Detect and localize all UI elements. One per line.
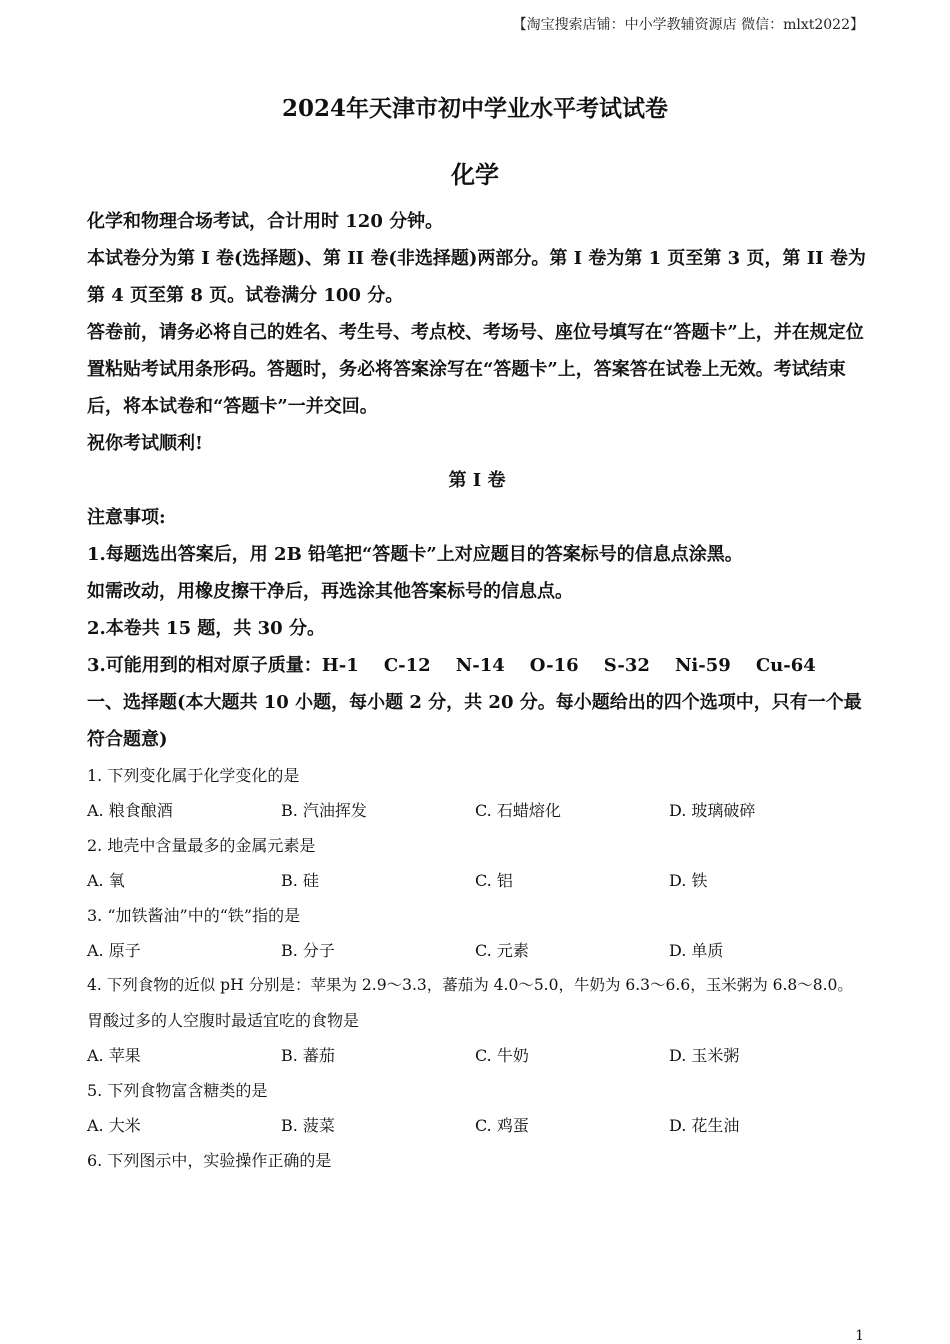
option-row — [87, 933, 867, 968]
option-c: C. 石蜡熔化 — [475, 801, 561, 820]
page-number: 1 — [855, 1328, 864, 1344]
intro-line-1: 化学和物理合场考试，合计用时 120 分钟。 — [87, 211, 444, 232]
question-1 — [87, 758, 867, 828]
notes-heading: 注意事项: — [87, 507, 166, 528]
option-d: D. 玉米粥 — [669, 1046, 740, 1065]
option-a: A. 苹果 — [87, 1046, 141, 1065]
question-stem-continued: 胃酸过多的人空腹时最适宜吃的食物是 — [87, 1011, 360, 1030]
section-label: 第 I 卷 — [448, 470, 506, 491]
question-stem: 4. 下列食物的近似 pH 分别是：苹果为 2.9～3.3，蕃茄为 4.0～5.0，牛奶为 6.3～6.6，玉米粥为 6.8～8.0。 — [87, 976, 853, 994]
note-1b: 如需改动，用橡皮擦干净后，再选涂其他答案标号的信息点。 — [87, 581, 573, 602]
option-b: B. 汽油挥发 — [281, 801, 367, 820]
intro-line-2: 本试卷分为第 I 卷(选择题)、第 II 卷(非选择题)两部分。第 I 卷为第 1 页至第 3 页，第 II 卷为第 4 页至第 8 页。试卷满分 100 分。 — [87, 248, 866, 306]
option-d: D. 铁 — [669, 871, 708, 890]
header-note: 【淘宝搜索店铺：中小学教辅资源店 微信：mlxt2022】 — [512, 17, 864, 33]
option-b: B. 菠菜 — [281, 1116, 335, 1135]
option-d: D. 花生油 — [669, 1116, 740, 1135]
option-b: B. 分子 — [281, 941, 335, 960]
option-a: A. 粮食酿酒 — [87, 801, 173, 820]
option-c: C. 铝 — [475, 871, 513, 890]
intro-line-3: 答卷前，请务必将自己的姓名、考生号、考点校、考场号、座位号填写在“答题卡”上，并在规定位置粘贴考试用条形码。答题时，务必将答案涂写在“答题卡”上，答案答在试卷上无效。考试结束后，将本试卷和“答题卡”一并交回。 — [87, 322, 864, 417]
note-2: 2.本卷共 15 题，共 30 分。 — [87, 618, 325, 639]
question-5 — [87, 1073, 867, 1143]
question-6 — [87, 1143, 867, 1178]
option-c: C. 牛奶 — [475, 1046, 529, 1065]
intro-line-4: 祝你考试顺利! — [87, 433, 203, 454]
question-stem: 3. “加铁酱油”中的“铁”指的是 — [87, 906, 301, 925]
exam-content — [87, 203, 867, 1178]
option-a: A. 氧 — [87, 871, 125, 890]
option-row — [87, 1038, 867, 1073]
option-a: A. 大米 — [87, 1116, 141, 1135]
option-row — [87, 1108, 867, 1143]
question-3 — [87, 898, 867, 968]
question-stem: 5. 下列食物富含糖类的是 — [87, 1081, 268, 1100]
option-row — [87, 793, 867, 828]
option-d: D. 玻璃破碎 — [669, 801, 756, 820]
subject-title: 化学 — [451, 160, 499, 189]
option-d: D. 单质 — [669, 941, 724, 960]
question-stem: 6. 下列图示中，实验操作正确的是 — [87, 1151, 332, 1170]
question-stem: 1. 下列变化属于化学变化的是 — [87, 766, 300, 785]
note-1: 1.每题选出答案后，用 2B 铅笔把“答题卡”上对应题目的答案标号的信息点涂黑。 — [87, 544, 743, 565]
exam-title: 2024年天津市初中学业水平考试试卷 — [281, 95, 668, 122]
part-heading: 一、选择题(本大题共 10 小题，每小题 2 分，共 20 分。每小题给出的四个选项中，只有一个最符合题意) — [87, 692, 862, 750]
question-4 — [87, 968, 867, 1073]
option-c: C. 鸡蛋 — [475, 1116, 529, 1135]
note-3: 3.可能用到的相对原子质量：H-1 C-12 N-14 O-16 S-32 Ni-59 Cu-64 — [87, 655, 816, 676]
option-a: A. 原子 — [87, 941, 141, 960]
question-2 — [87, 828, 867, 898]
option-row — [87, 863, 867, 898]
option-b: B. 硅 — [281, 871, 319, 890]
option-c: C. 元素 — [475, 941, 529, 960]
option-b: B. 蕃茄 — [281, 1046, 335, 1065]
question-stem: 2. 地壳中含量最多的金属元素是 — [87, 836, 316, 855]
